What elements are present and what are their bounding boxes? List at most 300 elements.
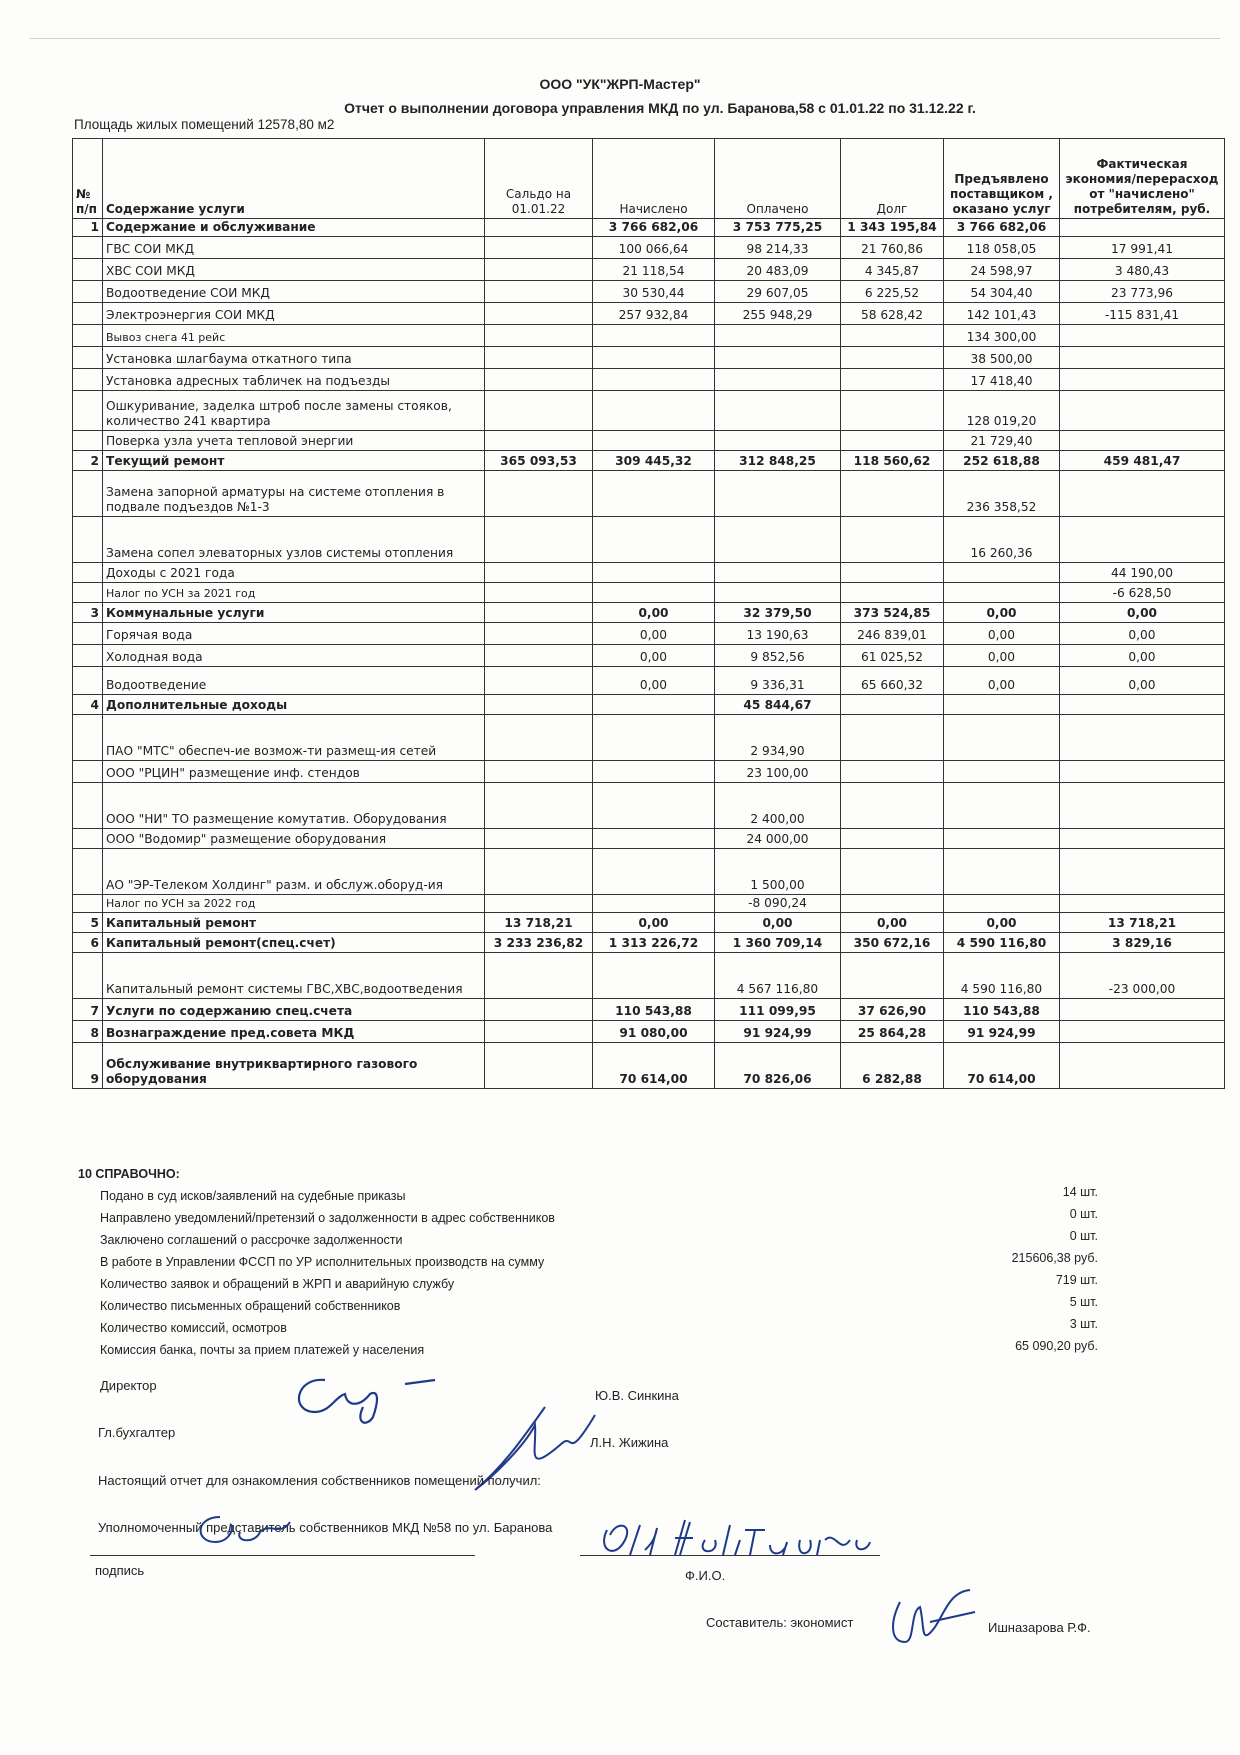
- table-row: [73, 603, 1225, 623]
- cell-debt: [841, 563, 944, 583]
- cell-economy: 0,00: [1060, 645, 1225, 667]
- cell-num: [73, 895, 103, 913]
- cell-paid: [715, 347, 841, 369]
- cell-num: 3: [73, 603, 103, 623]
- cell-debt: [841, 517, 944, 563]
- cell-charged: 0,00: [593, 603, 715, 623]
- cell-debt: 1 343 195,84: [841, 219, 944, 237]
- cell-service: ООО "НИ" ТО размещение комутатив. Оборудования: [103, 783, 485, 829]
- cell-debt: 37 626,90: [841, 999, 944, 1021]
- cell-paid: 3 753 775,25: [715, 219, 841, 237]
- table-row: [73, 369, 1225, 391]
- reference-value: 3 шт.: [1069, 1317, 1098, 1331]
- cell-service: Услуги по содержанию спец.счета: [103, 999, 485, 1021]
- cell-economy: 44 190,00: [1060, 563, 1225, 583]
- cell-service: Вознаграждение пред.совета МКД: [103, 1021, 485, 1043]
- cell-service: Капитальный ремонт системы ГВС,ХВС,водоотведения: [103, 953, 485, 999]
- cell-paid: 2 400,00: [715, 783, 841, 829]
- cell-saldo: [485, 603, 593, 623]
- reference-list: [88, 1185, 1188, 1361]
- cell-economy: [1060, 849, 1225, 895]
- cell-paid: [715, 583, 841, 603]
- cell-supplier: 236 358,52: [944, 471, 1060, 517]
- cell-service: ПАО "МТС" обеспеч-ие возмож-ти размещ-ия сетей: [103, 715, 485, 761]
- cell-debt: 6 225,52: [841, 281, 944, 303]
- cell-charged: [593, 369, 715, 391]
- cell-debt: [841, 347, 944, 369]
- compiler-label: Составитель: экономист: [706, 1615, 854, 1630]
- cell-charged: [593, 517, 715, 563]
- cell-charged: [593, 563, 715, 583]
- cell-economy: 3 829,16: [1060, 933, 1225, 953]
- cell-saldo: [485, 281, 593, 303]
- reference-item: [88, 1295, 1188, 1317]
- cell-debt: [841, 715, 944, 761]
- cell-service: Налог по УСН за 2021 год: [103, 583, 485, 603]
- reference-label: Подано в суд исков/заявлений на судебные приказы: [100, 1189, 406, 1203]
- cell-economy: [1060, 895, 1225, 913]
- cell-economy: [1060, 347, 1225, 369]
- cell-supplier: [944, 695, 1060, 715]
- reference-label: Направлено уведомлений/претензий о задолженности в адрес собственников: [100, 1211, 555, 1225]
- cell-paid: 24 000,00: [715, 829, 841, 849]
- cell-service: Электроэнергия СОИ МКД: [103, 303, 485, 325]
- table-row: [73, 391, 1225, 431]
- cell-saldo: 365 093,53: [485, 451, 593, 471]
- col-num: № п/п: [73, 139, 103, 219]
- cell-charged: [593, 761, 715, 783]
- cell-paid: 9 336,31: [715, 667, 841, 695]
- reference-value: 215606,38 руб.: [1011, 1251, 1098, 1265]
- cell-service: Вывоз снега 41 рейс: [103, 325, 485, 347]
- cell-charged: 1 313 226,72: [593, 933, 715, 953]
- cell-num: [73, 281, 103, 303]
- reference-label: Количество комиссий, осмотров: [100, 1321, 287, 1335]
- cell-num: [73, 391, 103, 431]
- reference-label: Заключено соглашений о рассрочке задолженности: [100, 1233, 403, 1247]
- table-row: [73, 563, 1225, 583]
- table-row: [73, 237, 1225, 259]
- cell-charged: 3 766 682,06: [593, 219, 715, 237]
- cell-economy: [1060, 783, 1225, 829]
- cell-debt: [841, 849, 944, 895]
- table-row: [73, 583, 1225, 603]
- reference-item: [88, 1339, 1188, 1361]
- cell-paid: 255 948,29: [715, 303, 841, 325]
- cell-charged: [593, 829, 715, 849]
- scan-edge-line: [30, 38, 1220, 39]
- cell-debt: [841, 895, 944, 913]
- cell-supplier: [944, 895, 1060, 913]
- cell-supplier: 91 924,99: [944, 1021, 1060, 1043]
- cell-supplier: 21 729,40: [944, 431, 1060, 451]
- cell-service: Капитальный ремонт(спец.счет): [103, 933, 485, 953]
- cell-service: Содержание и обслуживание: [103, 219, 485, 237]
- table-row: [73, 913, 1225, 933]
- report-table: [72, 138, 1225, 1089]
- cell-saldo: [485, 695, 593, 715]
- reference-label: В работе в Управлении ФССП по УР исполнительных производств на сумму: [100, 1255, 545, 1269]
- cell-paid: 0,00: [715, 913, 841, 933]
- cell-economy: 0,00: [1060, 603, 1225, 623]
- table-row: [73, 517, 1225, 563]
- cell-saldo: [485, 623, 593, 645]
- cell-economy: 23 773,96: [1060, 281, 1225, 303]
- cell-debt: [841, 829, 944, 849]
- table-row: [73, 471, 1225, 517]
- cell-supplier: [944, 563, 1060, 583]
- cell-economy: [1060, 369, 1225, 391]
- cell-saldo: [485, 667, 593, 695]
- director-name: Ю.В. Синкина: [595, 1388, 679, 1403]
- col-economy: Фактическая экономия/перерасход от "начислено" потребителям, руб.: [1060, 139, 1225, 219]
- cell-saldo: [485, 517, 593, 563]
- cell-charged: [593, 471, 715, 517]
- cell-economy: [1060, 695, 1225, 715]
- col-saldo: Сальдо на 01.01.22: [485, 139, 593, 219]
- cell-num: [73, 583, 103, 603]
- cell-debt: 21 760,86: [841, 237, 944, 259]
- cell-paid: [715, 391, 841, 431]
- reference-title: 10 СПРАВОЧНО:: [78, 1167, 180, 1181]
- table-row: [73, 953, 1225, 999]
- cell-saldo: [485, 583, 593, 603]
- cell-charged: [593, 895, 715, 913]
- reference-value: 14 шт.: [1062, 1185, 1098, 1199]
- cell-num: [73, 849, 103, 895]
- cell-service: Капитальный ремонт: [103, 913, 485, 933]
- col-debt: Долг: [841, 139, 944, 219]
- cell-charged: [593, 583, 715, 603]
- cell-paid: 1 500,00: [715, 849, 841, 895]
- cell-charged: 30 530,44: [593, 281, 715, 303]
- table-row: [73, 695, 1225, 715]
- cell-saldo: [485, 715, 593, 761]
- cell-service: Замена запорной арматуры на системе отопления в подвале подъездов №1-3: [103, 471, 485, 517]
- fio-label: Ф.И.О.: [685, 1568, 726, 1583]
- cell-service: Коммунальные услуги: [103, 603, 485, 623]
- table-row: [73, 451, 1225, 471]
- cell-num: [73, 715, 103, 761]
- cell-supplier: 17 418,40: [944, 369, 1060, 391]
- cell-debt: [841, 783, 944, 829]
- cell-economy: [1060, 1043, 1225, 1089]
- cell-supplier: 0,00: [944, 603, 1060, 623]
- cell-saldo: [485, 761, 593, 783]
- cell-charged: 70 614,00: [593, 1043, 715, 1089]
- cell-charged: 0,00: [593, 645, 715, 667]
- cell-num: [73, 761, 103, 783]
- cell-saldo: [485, 953, 593, 999]
- cell-economy: [1060, 471, 1225, 517]
- cell-economy: 17 991,41: [1060, 237, 1225, 259]
- cell-paid: [715, 431, 841, 451]
- cell-debt: [841, 325, 944, 347]
- cell-paid: 29 607,05: [715, 281, 841, 303]
- table-row: [73, 667, 1225, 695]
- cell-num: [73, 237, 103, 259]
- cell-economy: 459 481,47: [1060, 451, 1225, 471]
- cell-supplier: [944, 783, 1060, 829]
- company-name: ООО "УК"ЖРП-Мастер": [539, 76, 701, 92]
- cell-service: Замена сопел элеваторных узлов системы отопления: [103, 517, 485, 563]
- cell-charged: [593, 695, 715, 715]
- reference-label: Комиссия банка, почты за прием платежей у населения: [100, 1343, 425, 1357]
- cell-saldo: [485, 237, 593, 259]
- table-row: [73, 281, 1225, 303]
- cell-service: ГВС СОИ МКД: [103, 237, 485, 259]
- cell-debt: [841, 695, 944, 715]
- cell-num: [73, 645, 103, 667]
- cell-paid: 91 924,99: [715, 1021, 841, 1043]
- table-row: [73, 829, 1225, 849]
- cell-debt: 25 864,28: [841, 1021, 944, 1043]
- cell-paid: 2 934,90: [715, 715, 841, 761]
- director-label: Директор: [100, 1378, 157, 1393]
- cell-paid: [715, 325, 841, 347]
- cell-economy: [1060, 999, 1225, 1021]
- reference-label: Количество заявок и обращений в ЖРП и аварийную службу: [100, 1277, 455, 1291]
- cell-num: [73, 259, 103, 281]
- cell-service: ХВС СОИ МКД: [103, 259, 485, 281]
- cell-paid: [715, 471, 841, 517]
- cell-debt: 6 282,88: [841, 1043, 944, 1089]
- cell-num: 7: [73, 999, 103, 1021]
- cell-service: ООО "Водомир" размещение оборудования: [103, 829, 485, 849]
- cell-num: 2: [73, 451, 103, 471]
- cell-economy: 13 718,21: [1060, 913, 1225, 933]
- cell-supplier: 54 304,40: [944, 281, 1060, 303]
- cell-economy: 0,00: [1060, 623, 1225, 645]
- reference-item: [88, 1317, 1188, 1339]
- cell-service: Налог по УСН за 2022 год: [103, 895, 485, 913]
- cell-paid: 312 848,25: [715, 451, 841, 471]
- cell-num: [73, 623, 103, 645]
- report-table-body: [73, 219, 1225, 1089]
- representative-signature: [180, 1512, 310, 1552]
- cell-num: 4: [73, 695, 103, 715]
- cell-supplier: 118 058,05: [944, 237, 1060, 259]
- cell-saldo: [485, 219, 593, 237]
- cell-paid: 70 826,06: [715, 1043, 841, 1089]
- cell-economy: [1060, 219, 1225, 237]
- cell-charged: [593, 783, 715, 829]
- cell-saldo: [485, 829, 593, 849]
- cell-charged: [593, 715, 715, 761]
- cell-supplier: 252 618,88: [944, 451, 1060, 471]
- table-row: [73, 347, 1225, 369]
- cell-economy: 3 480,43: [1060, 259, 1225, 281]
- cell-paid: 13 190,63: [715, 623, 841, 645]
- table-row: [73, 623, 1225, 645]
- cell-charged: [593, 391, 715, 431]
- table-row: [73, 259, 1225, 281]
- reference-value: 65 090,20 руб.: [1015, 1339, 1098, 1353]
- cell-num: [73, 953, 103, 999]
- cell-supplier: 0,00: [944, 667, 1060, 695]
- reference-item: [88, 1185, 1188, 1207]
- cell-saldo: 13 718,21: [485, 913, 593, 933]
- signature-line: [90, 1555, 475, 1556]
- table-row: [73, 783, 1225, 829]
- cell-saldo: [485, 999, 593, 1021]
- cell-charged: 0,00: [593, 913, 715, 933]
- cell-paid: 4 567 116,80: [715, 953, 841, 999]
- cell-num: 6: [73, 933, 103, 953]
- cell-paid: 98 214,33: [715, 237, 841, 259]
- cell-num: 1: [73, 219, 103, 237]
- representative-text: Уполномоченный представитель собственников МКД №58 по ул. Баранова: [98, 1520, 553, 1535]
- representative-fio-handwritten: [595, 1510, 895, 1570]
- cell-economy: [1060, 715, 1225, 761]
- cell-debt: 65 660,32: [841, 667, 944, 695]
- col-supplier: Предъявлено поставщиком , оказано услуг: [944, 139, 1060, 219]
- cell-saldo: [485, 849, 593, 895]
- cell-supplier: 142 101,43: [944, 303, 1060, 325]
- cell-economy: -115 831,41: [1060, 303, 1225, 325]
- cell-supplier: 0,00: [944, 913, 1060, 933]
- cell-charged: [593, 347, 715, 369]
- cell-debt: 373 524,85: [841, 603, 944, 623]
- cell-saldo: [485, 369, 593, 391]
- table-row: [73, 303, 1225, 325]
- cell-charged: 91 080,00: [593, 1021, 715, 1043]
- cell-economy: [1060, 431, 1225, 451]
- cell-saldo: [485, 645, 593, 667]
- cell-economy: 0,00: [1060, 667, 1225, 695]
- cell-charged: 309 445,32: [593, 451, 715, 471]
- col-charged: Начислено: [593, 139, 715, 219]
- cell-supplier: 24 598,97: [944, 259, 1060, 281]
- table-row: [73, 933, 1225, 953]
- accountant-name: Л.Н. Жижина: [590, 1435, 669, 1450]
- reference-value: 719 шт.: [1055, 1273, 1098, 1287]
- table-row: [73, 645, 1225, 667]
- cell-debt: [841, 369, 944, 391]
- cell-service: Дополнительные доходы: [103, 695, 485, 715]
- cell-supplier: 0,00: [944, 645, 1060, 667]
- cell-num: [73, 829, 103, 849]
- table-row: [73, 715, 1225, 761]
- cell-debt: 350 672,16: [841, 933, 944, 953]
- cell-paid: 20 483,09: [715, 259, 841, 281]
- cell-num: [73, 783, 103, 829]
- cell-saldo: [485, 1021, 593, 1043]
- cell-saldo: [485, 347, 593, 369]
- cell-supplier: 4 590 116,80: [944, 933, 1060, 953]
- cell-saldo: [485, 563, 593, 583]
- cell-economy: -23 000,00: [1060, 953, 1225, 999]
- cell-service: Ошкуривание, заделка штроб после замены стояков, количество 241 квартира: [103, 391, 485, 431]
- cell-charged: [593, 325, 715, 347]
- cell-debt: 58 628,42: [841, 303, 944, 325]
- cell-saldo: [485, 895, 593, 913]
- cell-num: 9: [73, 1043, 103, 1089]
- reference-item: [88, 1273, 1188, 1295]
- cell-num: [73, 325, 103, 347]
- cell-debt: 118 560,62: [841, 451, 944, 471]
- cell-charged: 0,00: [593, 667, 715, 695]
- cell-saldo: [485, 431, 593, 451]
- cell-debt: 246 839,01: [841, 623, 944, 645]
- cell-charged: 110 543,88: [593, 999, 715, 1021]
- cell-debt: 61 025,52: [841, 645, 944, 667]
- cell-num: [73, 431, 103, 451]
- cell-economy: [1060, 517, 1225, 563]
- cell-economy: [1060, 761, 1225, 783]
- cell-saldo: [485, 1043, 593, 1089]
- cell-service: Доходы с 2021 года: [103, 563, 485, 583]
- cell-saldo: [485, 391, 593, 431]
- cell-num: 5: [73, 913, 103, 933]
- cell-debt: 4 345,87: [841, 259, 944, 281]
- reference-item: [88, 1207, 1188, 1229]
- cell-num: 8: [73, 1021, 103, 1043]
- cell-economy: [1060, 391, 1225, 431]
- reference-section: [78, 1167, 1188, 1361]
- cell-supplier: 3 766 682,06: [944, 219, 1060, 237]
- compiler-signature: [880, 1582, 990, 1657]
- cell-debt: [841, 431, 944, 451]
- table-row: [73, 849, 1225, 895]
- cell-num: [73, 369, 103, 391]
- cell-saldo: [485, 259, 593, 281]
- table-row: [73, 1021, 1225, 1043]
- director-signature: [285, 1372, 465, 1427]
- reference-label: Количество письменных обращений собственников: [100, 1299, 401, 1313]
- cell-paid: -8 090,24: [715, 895, 841, 913]
- cell-supplier: 0,00: [944, 623, 1060, 645]
- cell-paid: 32 379,50: [715, 603, 841, 623]
- cell-paid: [715, 517, 841, 563]
- cell-num: [73, 563, 103, 583]
- cell-service: ООО "РЦИН" размещение инф. стендов: [103, 761, 485, 783]
- cell-num: [73, 303, 103, 325]
- cell-charged: [593, 953, 715, 999]
- cell-service: Горячая вода: [103, 623, 485, 645]
- cell-saldo: [485, 783, 593, 829]
- table-row: [73, 431, 1225, 451]
- cell-supplier: [944, 583, 1060, 603]
- cell-supplier: [944, 761, 1060, 783]
- cell-service: Водоотведение СОИ МКД: [103, 281, 485, 303]
- table-row: [73, 325, 1225, 347]
- cell-debt: [841, 761, 944, 783]
- cell-num: [73, 471, 103, 517]
- cell-debt: [841, 953, 944, 999]
- cell-supplier: 134 300,00: [944, 325, 1060, 347]
- cell-charged: [593, 849, 715, 895]
- cell-supplier: 4 590 116,80: [944, 953, 1060, 999]
- cell-saldo: [485, 303, 593, 325]
- cell-debt: [841, 583, 944, 603]
- cell-charged: 257 932,84: [593, 303, 715, 325]
- reference-item: [88, 1251, 1188, 1273]
- table-row: [73, 219, 1225, 237]
- cell-paid: 1 360 709,14: [715, 933, 841, 953]
- cell-supplier: 16 260,36: [944, 517, 1060, 563]
- cell-supplier: [944, 829, 1060, 849]
- cell-service: Текущий ремонт: [103, 451, 485, 471]
- table-row: [73, 895, 1225, 913]
- cell-num: [73, 347, 103, 369]
- cell-charged: 0,00: [593, 623, 715, 645]
- cell-charged: [593, 431, 715, 451]
- cell-saldo: 3 233 236,82: [485, 933, 593, 953]
- cell-economy: [1060, 325, 1225, 347]
- cell-charged: 100 066,64: [593, 237, 715, 259]
- cell-economy: [1060, 1021, 1225, 1043]
